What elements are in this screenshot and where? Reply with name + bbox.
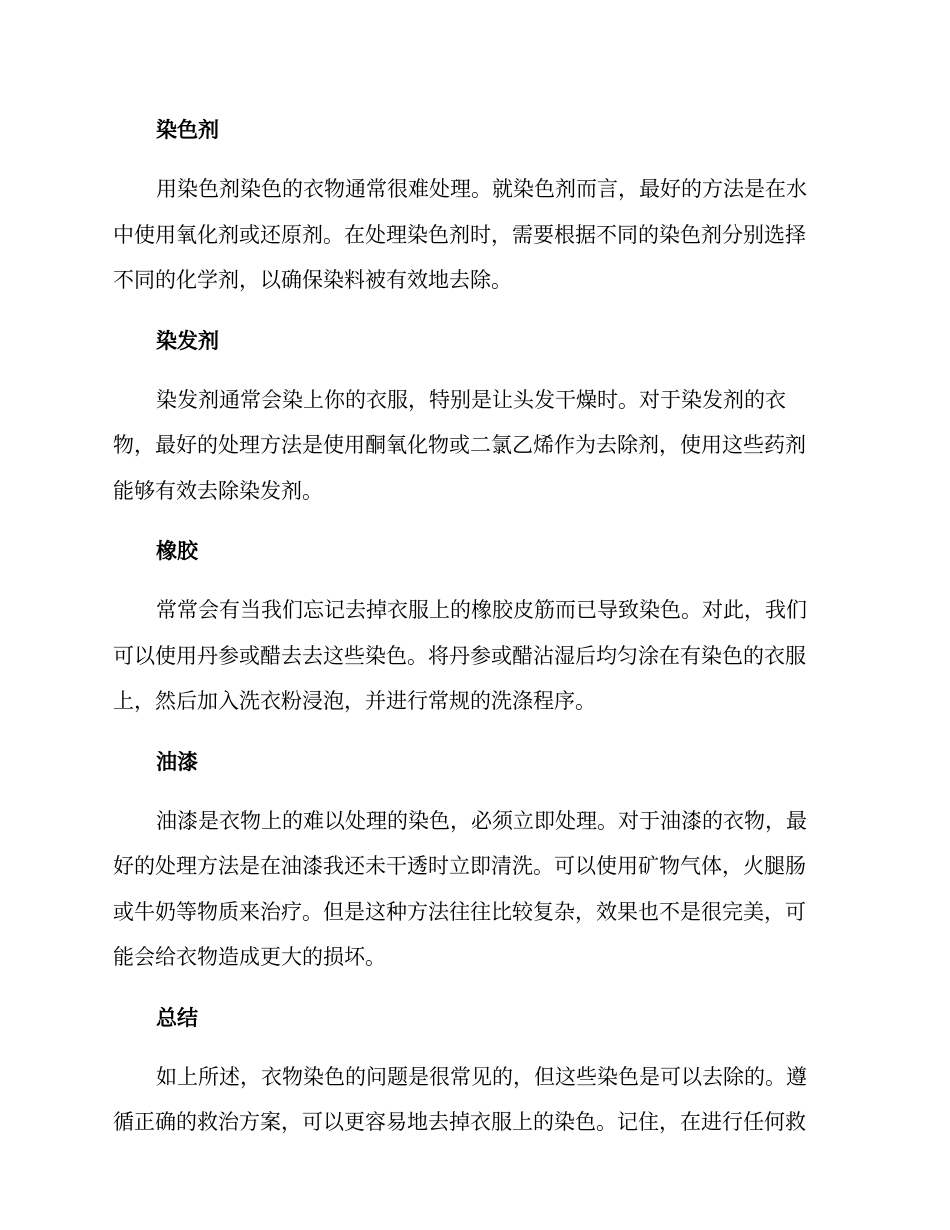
paragraph-line: 物，最好的处理方法是使用酮氧化物或二氯乙烯作为去除剂，使用这些药剂 [113, 433, 806, 457]
paragraph-line: 油漆是衣物上的难以处理的染色，必须立即处理。对于油漆的衣物，最 [156, 808, 807, 833]
paragraph-hair-dye [113, 378, 831, 515]
paragraph-dye [113, 167, 831, 304]
paragraph-line: 中使用氧化剂或还原剂。在处理染色剂时，需要根据不同的染色剂分别选择 [113, 222, 806, 247]
paragraph-line: 能会给衣物造成更大的损坏。 [113, 945, 386, 969]
section-heading-summary: 总结 [156, 1005, 198, 1030]
section-heading-hair-dye: 染发剂 [156, 328, 219, 353]
paragraph-line: 如上所述，衣物染色的问题是很常见的，但这些染色是可以去除的。遵 [156, 1064, 807, 1089]
paragraph-line: 或牛奶等物质来治疗。但是这种方法往往比较复杂，效果也不是很完美，可 [113, 899, 806, 924]
paragraph-line: 染发剂通常会染上你的衣服，特别是让头发干燥时。对于染发剂的衣 [156, 387, 786, 412]
paragraph-line: 常常会有当我们忘记去掉衣服上的橡胶皮筋而已导致染色。对此，我们 [156, 598, 807, 622]
paragraph-line: 循正确的救治方案，可以更容易地去掉衣服上的染色。记住，在进行任何救 [113, 1110, 806, 1134]
paragraph-line: 可以使用丹参或醋去去这些染色。将丹参或醋沾湿后均匀涂在有染色的衣服 [113, 643, 806, 668]
paragraph-line: 能够有效去除染发剂。 [113, 478, 323, 503]
section-heading-rubber: 橡胶 [156, 539, 198, 563]
paragraph-summary [113, 1055, 831, 1146]
paragraph-line: 用染色剂染色的衣物通常很难处理。就染色剂而言，最好的方法是在水 [156, 177, 807, 201]
paragraph-paint [113, 799, 831, 981]
document-page [113, 108, 831, 1146]
paragraph-line: 不同的化学剂，以确保染料被有效地去除。 [113, 268, 512, 292]
paragraph-rubber [113, 588, 831, 725]
paragraph-line: 好的处理方法是在油漆我还未干透时立即清洗。可以使用矿物气体，火腿肠 [113, 854, 806, 878]
paragraph-line: 上，然后加入洗衣粉浸泡，并进行常规的洗涤程序。 [113, 689, 596, 713]
section-heading-dye: 染色剂 [156, 118, 219, 142]
section-heading-paint: 油漆 [156, 749, 198, 774]
